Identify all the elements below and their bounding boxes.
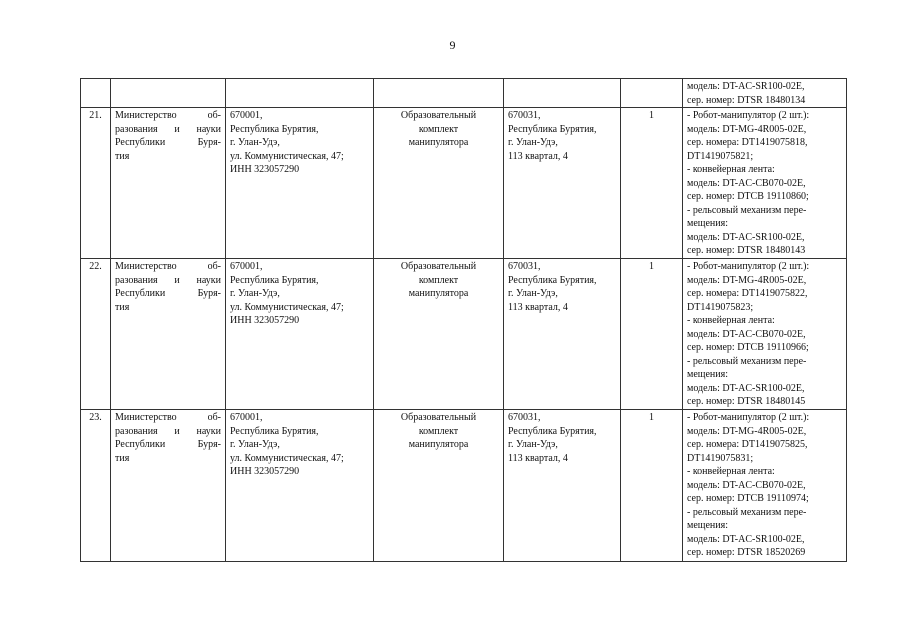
desc-line: модель: DT-MG-4R005-02E, bbox=[687, 425, 807, 437]
addr-line: ул. Коммунистическая, 47; bbox=[230, 150, 344, 162]
addr-line: 670001, bbox=[230, 110, 263, 121]
addr-line: ул. Коммунистическая, 47; bbox=[230, 301, 344, 313]
name-line: Образовательный bbox=[400, 110, 477, 121]
addr-line: Республика Бурятия, bbox=[230, 425, 319, 437]
desc-line: модель: DT-AC-CB070-02E, bbox=[687, 328, 806, 340]
cell-addr bbox=[226, 259, 374, 410]
org-line: Республики Буря- bbox=[115, 439, 221, 450]
cell-qty bbox=[621, 79, 683, 108]
cell-loc bbox=[504, 259, 621, 410]
cell-desc bbox=[683, 79, 847, 108]
cell-addr bbox=[226, 79, 374, 108]
desc-line: модель: DT-AC-CB070-02E, bbox=[687, 177, 806, 189]
desc-line: - рельсовый механизм пере- bbox=[687, 204, 807, 216]
qty-line: 1 bbox=[649, 110, 654, 121]
name-line: комплект bbox=[418, 425, 459, 437]
cell-desc bbox=[683, 108, 847, 259]
loc-line: Республика Бурятия, bbox=[508, 123, 597, 135]
desc-line: - Робот-манипулятор (2 шт.): bbox=[687, 110, 810, 121]
org-line: Республики Буря- bbox=[115, 288, 221, 299]
desc-line: - рельсовый механизм пере- bbox=[687, 355, 807, 367]
name-line: манипулятора bbox=[408, 439, 469, 450]
num-line: 22. bbox=[89, 261, 102, 272]
desc-line: модель: DT-AC-SR100-02E, bbox=[687, 533, 805, 545]
cell-loc bbox=[504, 108, 621, 259]
desc-line: модель: DT-MG-4R005-02E, bbox=[687, 123, 807, 135]
name-line: Образовательный bbox=[400, 261, 477, 272]
loc-line: 670031, bbox=[508, 110, 541, 121]
desc-line: сер. номер: DTCB 19110966; bbox=[687, 342, 809, 353]
loc-line: г. Улан-Удэ, bbox=[508, 288, 558, 299]
cell-qty bbox=[621, 410, 683, 562]
page-number: 9 bbox=[449, 38, 456, 52]
desc-line: - Робот-манипулятор (2 шт.): bbox=[687, 261, 810, 272]
org-line: тия bbox=[115, 452, 130, 464]
cell-name bbox=[374, 259, 504, 410]
cell-org bbox=[111, 79, 226, 108]
cell-num bbox=[81, 259, 111, 410]
desc-line: модель: DT-AC-SR100-02E, bbox=[687, 382, 805, 394]
desc-line: мещения: bbox=[687, 218, 728, 229]
org-line: разования и науки bbox=[115, 274, 221, 286]
cell-desc bbox=[683, 410, 847, 562]
num-line: 21. bbox=[89, 110, 102, 121]
loc-line: г. Улан-Удэ, bbox=[508, 439, 558, 450]
table-row bbox=[81, 259, 847, 410]
org-line: Министерство об- bbox=[115, 110, 221, 121]
cell-name bbox=[374, 410, 504, 562]
name-line: Образовательный bbox=[400, 412, 477, 423]
loc-line: 670031, bbox=[508, 261, 541, 272]
desc-line: - конвейерная лента: bbox=[687, 315, 775, 326]
cell-addr bbox=[226, 410, 374, 562]
num-line: 23. bbox=[89, 412, 102, 423]
table-row-continuation bbox=[81, 79, 847, 108]
desc-line: сер. номер: DTSR 18520269 bbox=[687, 547, 806, 558]
desc-line: - Робот-манипулятор (2 шт.): bbox=[687, 412, 810, 423]
org-line: разования и науки bbox=[115, 425, 221, 437]
desc-line: модель: DT-AC-CB070-02E, bbox=[687, 479, 806, 491]
cell-qty bbox=[621, 108, 683, 259]
addr-line: ул. Коммунистическая, 47; bbox=[230, 452, 344, 464]
addr-line: ИНН 323057290 bbox=[230, 164, 300, 175]
cell-loc bbox=[504, 410, 621, 562]
desc-line: модель: DT-AC-SR100-02E, bbox=[687, 81, 805, 92]
cell-desc bbox=[683, 259, 847, 410]
table-row bbox=[81, 108, 847, 259]
cell-org bbox=[111, 410, 226, 562]
desc-line: DT1419075823; bbox=[687, 301, 754, 313]
cell-addr bbox=[226, 108, 374, 259]
cell-org bbox=[111, 108, 226, 259]
desc-line: сер. номер: DTSR 18480143 bbox=[687, 245, 806, 256]
loc-line: г. Улан-Удэ, bbox=[508, 137, 558, 148]
cell-loc bbox=[504, 79, 621, 108]
desc-line: модель: DT-AC-SR100-02E, bbox=[687, 231, 805, 243]
desc-line: сер. номер: DTCB 19110974; bbox=[687, 493, 809, 504]
name-line: манипулятора bbox=[408, 137, 469, 148]
org-line: Республики Буря- bbox=[115, 137, 221, 148]
cell-qty bbox=[621, 259, 683, 410]
desc-line: сер. номер: DTSR 18480145 bbox=[687, 396, 806, 407]
org-line: Министерство об- bbox=[115, 261, 221, 272]
org-line: тия bbox=[115, 150, 130, 162]
addr-line: 670001, bbox=[230, 412, 263, 423]
addr-line: ИНН 323057290 bbox=[230, 466, 300, 477]
qty-line: 1 bbox=[649, 412, 654, 423]
desc-line: сер. номера: DT1419075818, bbox=[687, 137, 808, 148]
desc-line: модель: DT-MG-4R005-02E, bbox=[687, 274, 807, 286]
name-line: манипулятора bbox=[408, 288, 469, 299]
desc-line: DT1419075831; bbox=[687, 452, 754, 464]
cell-num bbox=[81, 108, 111, 259]
org-line: тия bbox=[115, 301, 130, 313]
addr-line: г. Улан-Удэ, bbox=[230, 288, 280, 299]
qty-line: 1 bbox=[649, 261, 654, 272]
desc-line: сер. номер: DTSR 18480134 bbox=[687, 94, 806, 106]
name-line: комплект bbox=[418, 274, 459, 286]
loc-line: 670031, bbox=[508, 412, 541, 423]
desc-line: сер. номера: DT1419075825, bbox=[687, 439, 808, 450]
cell-name bbox=[374, 79, 504, 108]
loc-line: 113 квартал, 4 bbox=[508, 301, 568, 313]
loc-line: 113 квартал, 4 bbox=[508, 150, 568, 162]
loc-line: Республика Бурятия, bbox=[508, 425, 597, 437]
equipment-table bbox=[80, 78, 847, 562]
org-line: разования и науки bbox=[115, 123, 221, 135]
desc-line: - рельсовый механизм пере- bbox=[687, 506, 807, 518]
cell-name bbox=[374, 108, 504, 259]
desc-line: - конвейерная лента: bbox=[687, 466, 775, 477]
addr-line: Республика Бурятия, bbox=[230, 274, 319, 286]
desc-line: сер. номер: DTCB 19110860; bbox=[687, 191, 809, 202]
addr-line: Республика Бурятия, bbox=[230, 123, 319, 135]
desc-line: - конвейерная лента: bbox=[687, 164, 775, 175]
loc-line: 113 квартал, 4 bbox=[508, 452, 568, 464]
addr-line: 670001, bbox=[230, 261, 263, 272]
loc-line: Республика Бурятия, bbox=[508, 274, 597, 286]
addr-line: ИНН 323057290 bbox=[230, 315, 300, 326]
addr-line: г. Улан-Удэ, bbox=[230, 439, 280, 450]
desc-line: сер. номера: DT1419075822, bbox=[687, 288, 808, 299]
cell-num bbox=[81, 79, 111, 108]
org-line: Министерство об- bbox=[115, 412, 221, 423]
cell-num bbox=[81, 410, 111, 562]
table-row bbox=[81, 410, 847, 562]
desc-line: мещения: bbox=[687, 369, 728, 380]
desc-line: мещения: bbox=[687, 520, 728, 531]
cell-org bbox=[111, 259, 226, 410]
addr-line: г. Улан-Удэ, bbox=[230, 137, 280, 148]
desc-line: DT1419075821; bbox=[687, 150, 754, 162]
name-line: комплект bbox=[418, 123, 459, 135]
